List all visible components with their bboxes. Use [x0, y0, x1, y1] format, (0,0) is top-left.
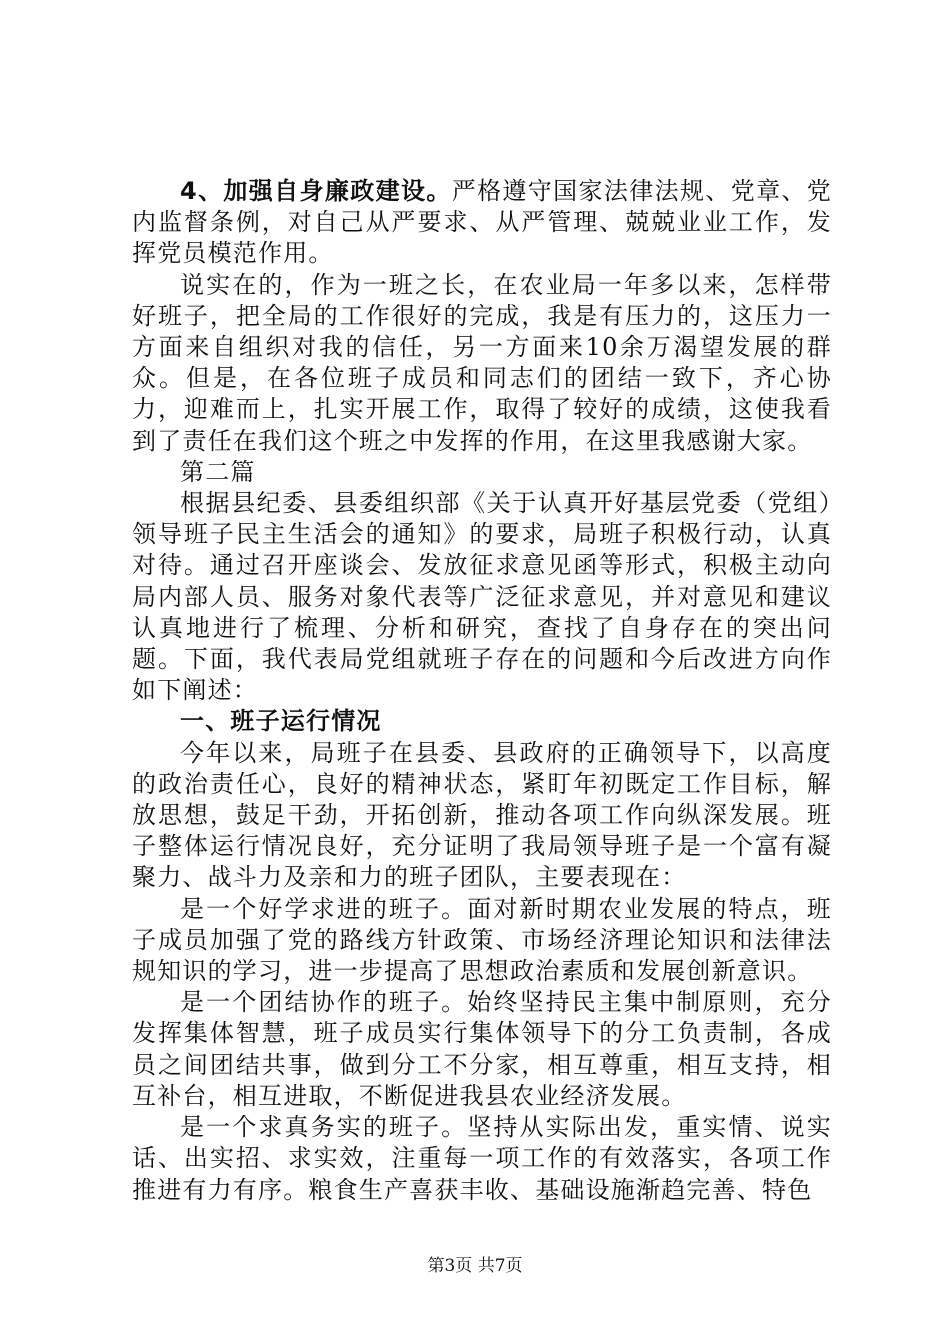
- document-body: [132, 176, 832, 1206]
- paragraph-pragmatic-team: 是一个求真务实的班子。坚持从实际出发，重实情、说实话、出实招、求实效，注重每一项工作的有效落实，各项工作推进有力有序。粮食生产喜获丰收、基础设施渐趋完善、特色: [132, 1113, 832, 1204]
- paragraph-united-team: 是一个团结协作的班子。始终坚持民主集中制原则，充分发挥集体智慧，班子成员实行集体领导下的分工负责制，各成员之间团结共事，做到分工不分家，相互尊重，相互支持，相互补台，相互进取，不断促进我县农业经济发展。: [132, 988, 832, 1110]
- paragraph-learning-team: 是一个好学求进的班子。面对新时期农业发展的特点，班子成员加强了党的路线方针政策、市场经济理论知识和法律法规知识的学习，进一步提高了思想政治素质和发展创新意识。: [132, 894, 832, 986]
- paragraph-overview: 今年以来，局班子在县委、县政府的正确领导下，以高度的政治责任心，良好的精神状态，紧盯年初既定工作目标，解放思想，鼓足干劲，开拓创新，推动各项工作向纵深发展。班子整体运行情况良好，充分证明了我局领导班子是一个富有凝聚力、战斗力及亲和力的班子团队，主要表现在：: [132, 738, 832, 892]
- paragraph-text: 严格遵守国家法律法规、党章、党内监督条例，对自己从严要求、从严管理、兢兢业业工作，发挥党员模范作用。: [132, 177, 832, 268]
- paragraph-closing-remarks: 说实在的，作为一班之长，在农业局一年多以来，怎样带好班子，把全局的工作很好的完成，我是有压力的，这压力一方面来自组织对我的信任，另一方面来10余万渴望发展的群众。但是，在各位班子成员和同志们的团结一致下，齐心协力，迎难而上，扎实开展工作，取得了较好的成绩，这使我看到了责任在我们这个班之中发挥的作用，在这里我感谢大家。: [132, 270, 832, 455]
- section-title-second-part: 第二篇: [180, 457, 256, 486]
- section-heading: 一、班子运行情况: [180, 707, 382, 736]
- paragraph-introduction: 根据县纪委、县委组织部《关于认真开好基层党委（党组）领导班子民主生活会的通知》的要求，局班子积极行动，认真对待。通过召开座谈会、发放征求意见函等形式，积极主动向局内部人员、服务对象代表等广泛征求意见，并对意见和建议认真地进行了梳理、分析和研究，查找了自身存在的突出问题。下面，我代表局党组就班子存在的问题和今后改进方向作如下阐述：: [132, 489, 832, 705]
- paragraph-lead-heading: 4、加强自身廉政建设。: [180, 177, 452, 205]
- page-number-footer: 第3页 共7页: [427, 1256, 523, 1276]
- paragraph-integrity: [132, 176, 832, 270]
